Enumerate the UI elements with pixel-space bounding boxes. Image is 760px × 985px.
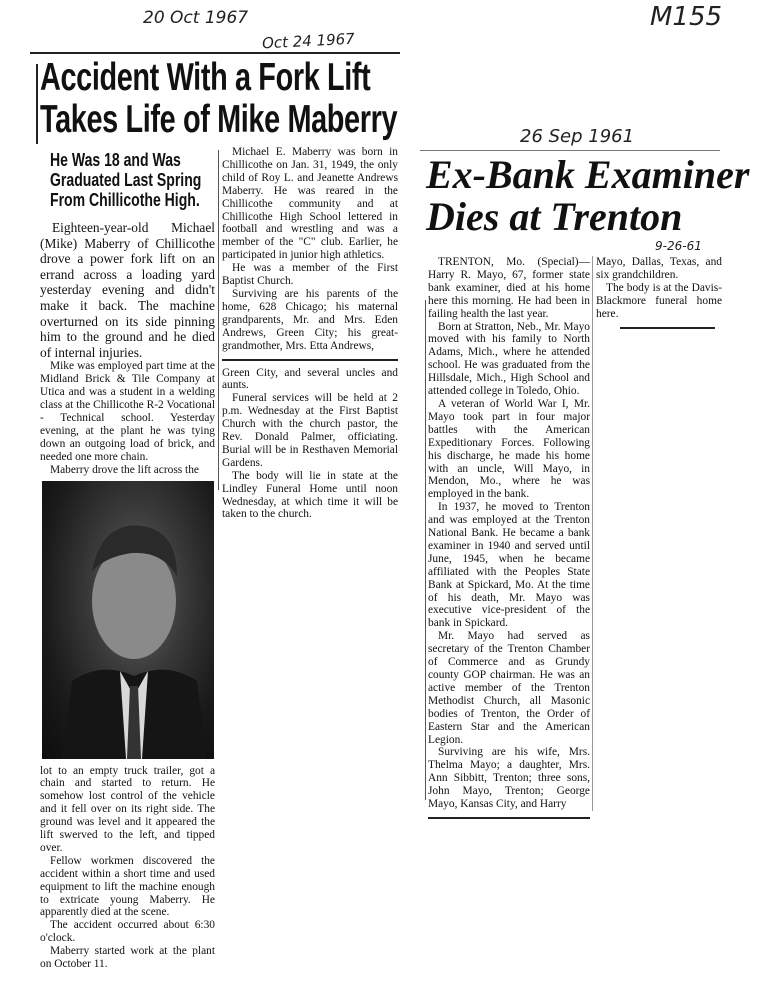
headline-line-1: Accident With a Fork Lift (40, 56, 371, 99)
article-column-1-stack (40, 220, 215, 971)
paragraph: Mr. Mayo had served as secretary of the Trenton Chamber of Commerce and as Grundy county GOP chairman. He was an active member of the Trenton Methodist Church, all Masonic bodies of Trenton, the Order of Eastern Star and the American Legion. (428, 630, 590, 746)
paragraph: Green City, and several uncles and aunts. (222, 366, 398, 392)
column-edge (425, 300, 426, 800)
paragraph: In 1937, he moved to Trenton and was employed at the Trenton National Bank. He became a bank examiner in 1940 and served until June, 1945, when he became affiliated with the Peoples State Bank at Spickard, Mo. At the time of his death, Mr. Mayo was executive vice-president of the bank in Spickard. (428, 501, 590, 630)
portrait-photo-figure (42, 481, 214, 759)
clipping-edge-rule (30, 52, 400, 54)
article-column-1 (428, 256, 590, 811)
article-column-1-stack (428, 256, 590, 825)
paragraph: The body will lie in state at the Lindley Funeral Home until noon Wednesday, at which time it will be taken to the church. (222, 469, 398, 521)
headline-line-2: Dies at Trenton (426, 194, 683, 239)
subhead (50, 150, 244, 210)
paragraph: Mike was employed part time at the Midland Brick & Tile Company at Utica and was a student in a welding class at the Chillicothe R-2 Vocational - Technical school. Yesterday evening, at the plant he was tying down an outgoing load of brick, and needed one more chain. (40, 360, 215, 463)
column-divider (218, 150, 219, 490)
article-column-1 (40, 220, 215, 477)
portrait-photo (42, 481, 214, 759)
paragraph: Maberry started work at the plant on October 11. (40, 945, 215, 971)
column-break-rule (222, 359, 398, 361)
handwritten-date-headline: Oct 24 1967 (261, 29, 356, 53)
paragraph: Mayo, Dallas, Texas, and six grandchildren. (596, 256, 722, 281)
paragraph: Surviving are his parents of the home, 628 Chicago; his maternal grandparents, Mr. and Mrs. Eden Andrews, Green City; his great-grandmother, Mrs. Etta Andrews, (222, 287, 398, 352)
end-rule (428, 817, 590, 819)
paragraph: Surviving are his wife, Mrs. Thelma Mayo; a daughter, Mrs. Ann Sibbitt, Trenton; three sons, John Mayo, Trenton; George Mayo, Kansas City, and Harry (428, 746, 590, 811)
subhead-line: Graduated Last Spring (50, 170, 202, 190)
clipping-edge-rule (420, 150, 720, 151)
paragraph: The accident occurred about 6:30 o'clock. (40, 919, 215, 945)
paragraph: Born at Stratton, Neb., Mr. Mayo moved with his family to North Adams, Mich., where he attended school. He was graduated from the Hillsdale, Mich., High School and attended college in Toledo, Ohio. (428, 320, 590, 398)
paragraph: Funeral services will be held at 2 p.m. Wednesday at the First Baptist Church with the church pastor, the Rev. Donald Palmer, officiating. Burial will be in Resthaven Memorial Gardens. (222, 392, 398, 469)
handwritten-date-short: 9-26-61 (655, 239, 702, 253)
handwritten-date-right: 26 Sep 1961 (520, 126, 635, 147)
headline-line-1: Ex-Bank Examiner (426, 152, 750, 197)
handwritten-date: 20 Oct 1967 (143, 8, 249, 28)
paragraph: TRENTON, Mo. (Special)—Harry R. Mayo, 67, former state bank examiner, died at his home here this morning. He had been in failing health the last year. (428, 256, 590, 320)
article-column-1-continued (40, 765, 215, 972)
subhead-line: From Chillicothe High. (50, 190, 200, 210)
subhead-line: He Was 18 and Was (50, 150, 181, 170)
headline-line-2: Takes Life of Mike Maberry (40, 98, 398, 141)
article-column-2 (222, 146, 398, 353)
article-column-2-continued (222, 367, 398, 522)
column-divider (592, 256, 593, 811)
paragraph: lot to an empty truck trailer, got a chain and started to return. He somehow lost control of the vehicle and it fell over on its right side. The ground was level and it appeared the lift swerved to the left, and tipped over. (40, 764, 215, 854)
paragraph: A veteran of World War I, Mr. Mayo took part in four major battles with the American Expeditionary Forces. Following his discharge, he made his home with an uncle, Will Mayo, in Mendon, Mo., where he was employed in the bank. (428, 397, 590, 501)
handwritten-catalog-number: M155 (650, 2, 723, 32)
end-rule (620, 327, 715, 329)
paragraph: The body is at the Davis-Blackmore funeral home here. (596, 281, 722, 320)
paragraph: Fellow workmen discovered the accident within a short time and used equipment to lift the machine enough to extricate young Maberry. He apparently died at the scene. (40, 854, 215, 919)
paragraph: Eighteen-year-old Michael (Mike) Maberry of Chillicothe drove a power fork lift on an errand across a loading yard yesterday evening and didn't make it back. The machine overturned on its side pinning him to the ground and he died of internal injuries. (40, 220, 215, 360)
paragraph: Maberry drove the lift across the (50, 463, 199, 476)
paragraph: Michael E. Maberry was born in Chillicothe on Jan. 31, 1949, the only child of Roy L. and Jeanette Andrews Maberry. He was reared in the Chillicothe community and at Chillicothe High School lettered in football and wrestling and was a member of the "C" club. Earlier, he participated in junior high athletics. (222, 146, 398, 262)
article-column-2-stack (596, 256, 722, 335)
article-column-2 (596, 256, 722, 321)
margin-rule (36, 64, 38, 144)
paragraph: He was a member of the First Baptist Church. (222, 262, 398, 288)
article-column-2-stack (222, 146, 398, 521)
